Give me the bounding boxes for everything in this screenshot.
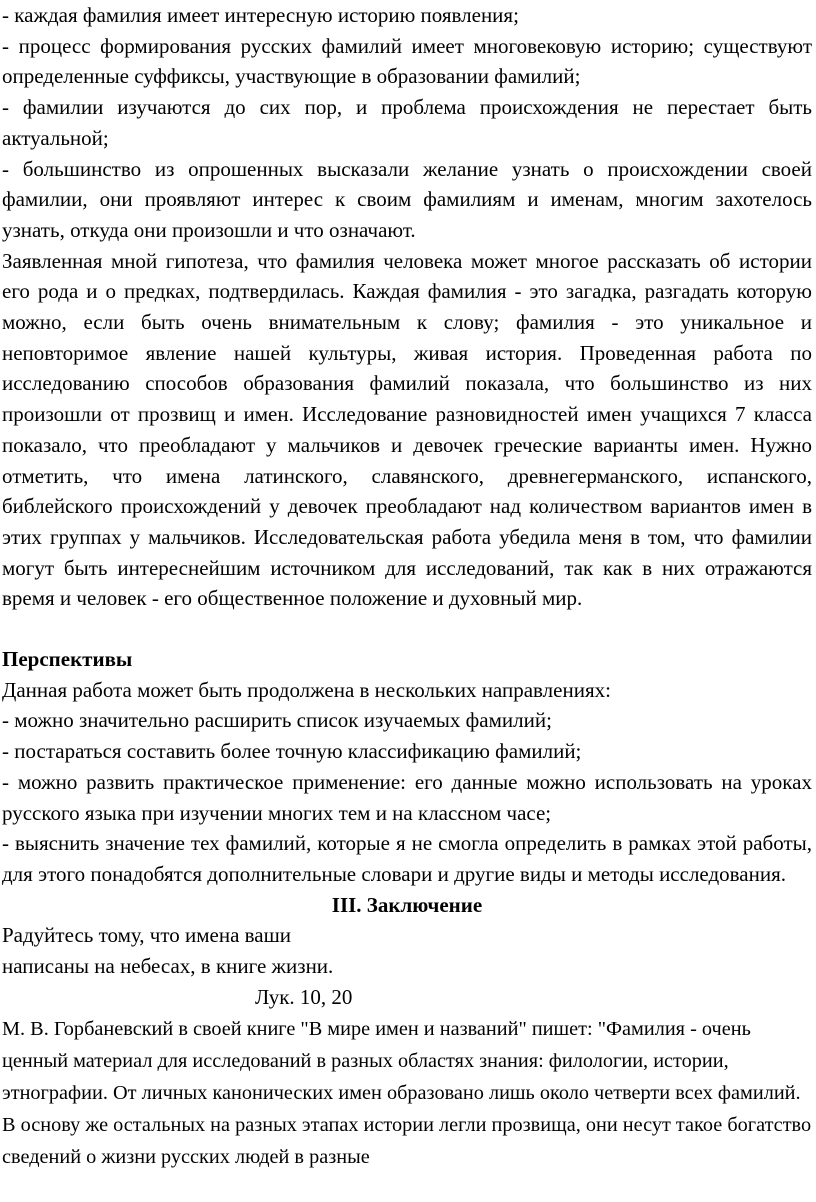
perspectives-intro: Данная работа может быть продолжена в нескольких направлениях: — [2, 677, 611, 702]
epigraph-line-2: написаны на небесах, в книге жизни. — [2, 954, 334, 979]
list-item-4: - большинство из опрошенных высказали желание узнать о происхождении своей фамилии, они проявляют интерес к своим фамилиям и именам, многим захотелось узнать, откуда они произошли и что означают. — [2, 156, 812, 242]
epigraph-reference: Лук. 10, 20 — [255, 984, 353, 1009]
list-item-3: - фамилии изучаются до сих пор, и проблема происхождения не перестает быть актуальной; — [2, 95, 812, 150]
perspective-item-4: - выяснить значение тех фамилий, которые я не смогла определить в рамках этой работы, для этого понадобятся дополнительные словари и другие виды и методы исследования. — [2, 831, 812, 886]
list-item-2: - процесс формирования русских фамилий имеет многовековую историю; существуют определенные суффиксы, участвующие в образовании фамилий; — [2, 33, 812, 89]
perspective-item-3: - можно развить практическое применение: его данные можно использовать на уроках русского языка при изучении многих тем и на классном часе; — [2, 769, 812, 825]
perspective-item-1: - можно значительно расширить список изучаемых фамилий; — [2, 708, 552, 733]
epigraph-line-1: Радуйтесь тому, что имена ваши — [2, 923, 292, 948]
list-item-1: - каждая фамилия имеет интересную историю появления; — [2, 3, 519, 27]
closing-paragraph: М. В. Горбаневский в своей книге "В мире имен и названий" пишет: "Фамилия - очень ценный материал для исследований в разных областях знания: филологии, истории, этнографии. От личных канонических имен образовано лишь около четверти всех фамилий. В основу же остальных на разных этапах истории легли прозвища, они несут такое богатство сведений о жизни русских людей в разные — [2, 1017, 812, 1168]
section-heading: III. Заключение — [331, 892, 483, 917]
document-page — [2, 0, 812, 1173]
blank-line — [2, 614, 812, 644]
conclusion-paragraph: Заявленная мной гипотеза, что фамилия человека может многое рассказать об истории его рода и о предках, подтвердилась. Каждая фамилия - это загадка, разгадать которую можно, если быть очень внимательным к слову; фамилия - это уникальное и неповторимое явление нашей культуры, живая история. Проведенная работа по исследованию способов образования фамилий показала, что большинство из них произошли от прозвищ и имен. Исследование разновидностей имен учащихся 7 класса показало, что преобладают у мальчиков и девочек греческие варианты имен. Нужно отметить, что имена латинского, славянского, древнегерманского, испанского, библейского происхождений у девочек преобладают над количеством вариантов имен в этих группах у мальчиков. Исследовательская работа убедила меня в том, что фамилии могут быть интереснейшим источником для исследований, так как в них отражаются время и человек - его общественное положение и духовный мир. — [2, 248, 812, 611]
perspective-item-2: - постараться составить более точную классификацию фамилий; — [2, 739, 582, 764]
perspectives-heading: Перспективы — [2, 647, 133, 672]
